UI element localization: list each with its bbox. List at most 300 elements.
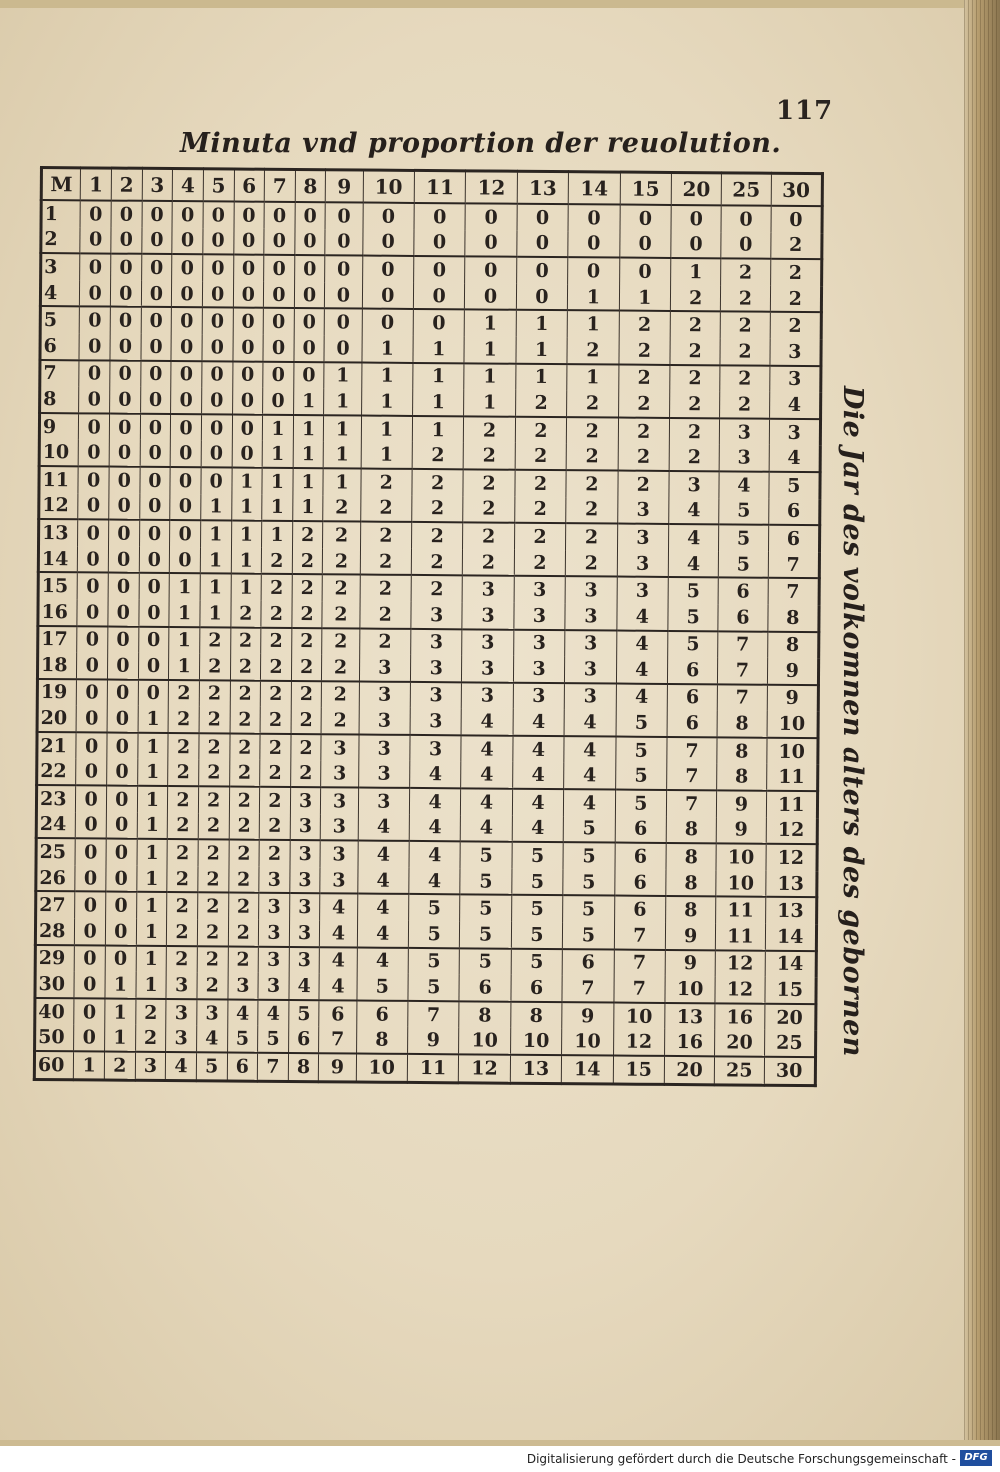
table-cell: 1	[200, 547, 231, 574]
table-cell: 1	[200, 600, 231, 627]
table-cell: 8	[666, 870, 717, 897]
table-cell: 4	[564, 736, 616, 763]
table-cell: 1	[137, 839, 168, 866]
table-cell: 2	[411, 575, 463, 602]
table-cell: 1	[105, 1025, 136, 1052]
table-cell: 4	[358, 814, 410, 841]
header-cell-minutes: M	[41, 168, 81, 201]
table-cell: 0	[140, 387, 171, 414]
table-cell: 1	[231, 547, 262, 574]
table-cell: 2	[411, 522, 463, 549]
table-cell: 2	[228, 920, 259, 947]
table-cell: 0	[76, 706, 107, 733]
table-cell: 0	[78, 519, 109, 546]
table-cell: 3	[410, 682, 462, 709]
fore-edge-lines	[964, 0, 1000, 1446]
table-cell: 4	[461, 788, 513, 815]
table-cell: 0	[568, 204, 620, 231]
table-cell: 0	[79, 333, 110, 360]
table-cell: 3	[462, 629, 514, 656]
table-cell: 3	[321, 761, 358, 788]
table-cell: 2	[463, 469, 515, 496]
table-cell: 2	[261, 547, 292, 574]
table-cell: 4	[409, 841, 461, 868]
table-cell: 0	[232, 388, 263, 415]
table-cell: 2	[229, 840, 260, 867]
table-cell: 0	[201, 414, 232, 441]
table-cell: 2	[169, 680, 200, 707]
table-cell: 8	[288, 1053, 319, 1081]
table-cell: 3	[166, 972, 197, 999]
table-cell: 0	[138, 679, 169, 706]
table-cell: 2	[228, 893, 259, 920]
table-cell: 2	[230, 600, 261, 627]
table-cell: 0	[75, 865, 106, 892]
table-cell: 0	[516, 284, 568, 311]
table-cell: 4	[616, 603, 668, 630]
table-cell: 2	[720, 312, 769, 339]
table-cell: 2	[515, 390, 567, 417]
table-cell: 2	[618, 364, 670, 391]
table-cell: 1	[136, 972, 167, 999]
revolution-table	[33, 166, 824, 1087]
table-cell: 0	[141, 334, 172, 361]
table-cell: 12	[766, 844, 818, 871]
table-cell: 2	[463, 522, 515, 549]
table-cell: 1	[292, 495, 323, 522]
table-cell: 2	[514, 549, 566, 576]
row-header-cell: 4	[40, 280, 80, 307]
book-fore-edge	[964, 0, 1000, 1446]
table-cell: 0	[619, 231, 671, 258]
table-cell: 15	[613, 1056, 665, 1084]
table-cell: 3	[197, 999, 228, 1026]
table-cell: 2	[566, 523, 618, 550]
table-cell: 3	[514, 603, 566, 630]
table-cell: 1	[200, 520, 231, 547]
table-cell: 1	[262, 441, 293, 468]
table-cell: 1	[136, 866, 167, 893]
table-cell: 0	[78, 493, 109, 520]
table-cell: 0	[108, 599, 139, 626]
table-cell: 2	[720, 365, 769, 392]
table-cell: 0	[170, 440, 201, 467]
table-cell: 0	[110, 307, 141, 334]
table-cell: 1	[324, 442, 361, 469]
table-cell: 0	[107, 732, 138, 759]
table-cell: 0	[171, 387, 202, 414]
row-header-cell: 12	[39, 493, 79, 520]
table-cell: 8	[717, 737, 766, 764]
table-cell: 0	[233, 281, 264, 308]
table-cell: 0	[171, 414, 202, 441]
table-cell: 0	[80, 227, 111, 254]
table-cell: 2	[566, 443, 618, 470]
table-cell: 7	[614, 949, 666, 976]
table-cell: 3	[564, 683, 616, 710]
table-cell: 2	[770, 286, 822, 313]
row-header-cell: 2	[41, 227, 81, 254]
table-cell: 4	[227, 999, 258, 1026]
table-cell: 5	[615, 763, 667, 790]
table-cell: 4	[357, 921, 409, 948]
table-cell: 2	[618, 391, 670, 418]
table-cell: 5	[409, 894, 461, 921]
table-cell: 5	[616, 710, 668, 737]
table-cell: 0	[620, 205, 672, 232]
table-cell: 13	[765, 871, 817, 898]
table-cell: 9	[717, 817, 766, 844]
row-header-cell: 20	[37, 705, 77, 732]
table-cell: 2	[199, 760, 230, 787]
table-cell: 10	[767, 711, 819, 738]
table-cell: 2	[168, 759, 199, 786]
table-cell: 1	[137, 786, 168, 813]
header-cell-5: 5	[203, 169, 234, 202]
table-cell: 7	[768, 551, 820, 578]
table-cell: 7	[614, 976, 666, 1003]
table-cell: 0	[75, 892, 106, 919]
table-cell: 20	[664, 1056, 715, 1084]
table-cell: 0	[232, 361, 263, 388]
table-cell: 2	[198, 813, 229, 840]
table-cell: 1	[262, 468, 293, 495]
table-cell: 0	[79, 440, 110, 467]
table-cell: 1	[361, 389, 413, 416]
table-cell: 0	[362, 309, 414, 336]
table-cell: 0	[79, 360, 110, 387]
table-cell: 5	[668, 604, 719, 631]
table-cell: 0	[172, 228, 203, 255]
table-cell: 2	[412, 442, 464, 469]
table-cell: 2	[292, 574, 323, 601]
table-cell: 4	[461, 709, 513, 736]
table-cell: 1	[413, 336, 465, 363]
table-cell: 2	[260, 707, 291, 734]
table-cell: 0	[465, 283, 517, 310]
table-cell: 0	[325, 255, 362, 282]
table-cell: 0	[79, 413, 110, 440]
table-cell: 4	[668, 551, 719, 578]
table-cell: 0	[170, 494, 201, 521]
table-cell: 0	[202, 334, 233, 361]
table-cell: 5	[460, 921, 512, 948]
table-cell: 3	[289, 947, 320, 974]
row-header-cell: 6	[40, 333, 80, 360]
table-cell: 2	[197, 946, 228, 973]
table-cell: 2	[292, 601, 323, 628]
table-cell: 2	[199, 680, 230, 707]
table-cell: 5	[408, 921, 460, 948]
table-cell: 7	[614, 923, 666, 950]
table-cell: 5	[512, 869, 564, 896]
table-cell: 3	[719, 445, 768, 472]
table-cell: 5	[460, 895, 512, 922]
table-cell: 10	[716, 870, 765, 897]
table-cell: 6	[614, 869, 666, 896]
table-cell: 0	[171, 307, 202, 334]
table-row	[34, 1051, 815, 1085]
table-cell: 0	[295, 229, 326, 256]
table-cell: 0	[80, 307, 111, 334]
table-cell: 6	[288, 1026, 319, 1053]
table-cell: 0	[108, 573, 139, 600]
table-cell: 30	[764, 1057, 816, 1085]
table-cell: 1	[137, 759, 168, 786]
table-cell: 2	[565, 550, 617, 577]
table-cell: 1	[361, 362, 413, 389]
table-cell: 0	[107, 679, 138, 706]
table-cell: 7	[667, 763, 718, 790]
table-body	[34, 200, 822, 1085]
table-cell: 2	[515, 416, 567, 443]
table-cell: 1	[671, 258, 722, 285]
table-cell: 1	[169, 627, 200, 654]
table-cell: 4	[320, 920, 357, 947]
header-cell-1: 1	[81, 168, 112, 201]
table-cell: 4	[409, 788, 461, 815]
table-cell: 5	[719, 524, 768, 551]
table-cell: 0	[263, 308, 294, 335]
table-cell: 1	[231, 467, 262, 494]
table-cell: 0	[107, 706, 138, 733]
table-cell: 1	[293, 388, 324, 415]
table-cell: 9	[767, 658, 819, 685]
table-cell: 0	[170, 520, 201, 547]
header-cell-20: 20	[671, 172, 722, 205]
table-cell: 2	[230, 627, 261, 654]
table-cell: 3	[769, 339, 821, 366]
table-cell: 1	[324, 388, 361, 415]
table-cell: 1	[169, 653, 200, 680]
table-cell: 3	[565, 630, 617, 657]
table-cell: 2	[322, 601, 359, 628]
table-cell: 0	[105, 919, 136, 946]
table-cell: 1	[324, 362, 361, 389]
table-cell: 6	[614, 896, 666, 923]
table-cell: 6	[667, 684, 718, 711]
table-cell: 3	[617, 550, 669, 577]
table-cell: 4	[319, 973, 356, 1000]
table-cell: 2	[261, 574, 292, 601]
table-cell: 0	[325, 309, 362, 336]
table-cell: 12	[715, 977, 764, 1004]
page-top-edge	[0, 0, 1000, 8]
table-cell: 0	[264, 202, 295, 229]
table-cell: 2	[323, 548, 360, 575]
table-cell: 0	[77, 652, 108, 679]
dfg-logo-icon: DFG	[960, 1450, 992, 1466]
table-cell: 2	[261, 654, 292, 681]
table-cell: 0	[77, 626, 108, 653]
table-cell: 0	[671, 205, 722, 232]
table-cell: 2	[260, 787, 291, 814]
header-cell-14: 14	[568, 172, 620, 205]
table-cell: 0	[568, 231, 620, 258]
table-cell: 4	[512, 815, 564, 842]
table-cell: 1	[231, 574, 262, 601]
table-cell: 2	[291, 707, 322, 734]
table-cell: 1	[262, 521, 293, 548]
row-header-cell: 10	[39, 439, 79, 466]
table-cell: 10	[716, 844, 765, 871]
table-cell: 2	[167, 892, 198, 919]
table-cell: 3	[290, 814, 321, 841]
table-cell: 0	[140, 360, 171, 387]
table-cell: 5	[719, 498, 768, 525]
page-heading: Minuta vnd proportion der reuolution.	[180, 128, 782, 159]
header-cell-3: 3	[142, 168, 173, 201]
table-cell: 1	[324, 415, 361, 442]
table-cell: 1	[464, 363, 516, 390]
table-cell: 5	[563, 842, 615, 869]
table-cell: 3	[411, 628, 463, 655]
table-cell: 3	[769, 418, 821, 445]
table-cell: 1	[169, 573, 200, 600]
table-cell: 2	[322, 654, 359, 681]
row-header-cell: 16	[38, 599, 78, 626]
table-cell: 8	[717, 711, 766, 738]
table-cell: 0	[413, 283, 465, 310]
table-cell: 10	[510, 1028, 562, 1055]
table-cell: 0	[232, 441, 263, 468]
table-cell: 2	[721, 285, 770, 312]
table-cell: 0	[771, 206, 823, 233]
table-cell: 5	[563, 816, 615, 843]
table-cell: 2	[720, 392, 769, 419]
table-cell: 0	[140, 414, 171, 441]
table-cell: 0	[203, 201, 234, 228]
table-cell: 2	[670, 365, 721, 392]
row-header-cell: 24	[36, 812, 76, 839]
table-cell: 0	[139, 600, 170, 627]
table-cell: 1	[262, 415, 293, 442]
table-cell: 3	[320, 840, 357, 867]
table-cell: 3	[513, 629, 565, 656]
table-cell: 0	[201, 467, 232, 494]
table-cell: 4	[357, 867, 409, 894]
table-cell: 0	[142, 201, 173, 228]
table-cell: 2	[412, 469, 464, 496]
table-cell: 0	[363, 203, 415, 230]
table-cell: 5	[511, 895, 563, 922]
table-cell: 7	[718, 631, 767, 658]
header-cell-13: 13	[517, 171, 569, 204]
table-cell: 0	[106, 865, 137, 892]
table-cell: 3	[669, 471, 720, 498]
table-cell: 2	[360, 575, 412, 602]
table-cell: 5	[258, 1026, 289, 1053]
table-cell: 2	[198, 866, 229, 893]
table-cell: 5	[227, 1026, 258, 1053]
table-cell: 6	[615, 843, 667, 870]
table-cell: 20	[764, 1004, 816, 1031]
table-cell: 2	[618, 444, 670, 471]
table-cell: 5	[563, 922, 615, 949]
table-cell: 8	[459, 1001, 511, 1028]
table-cell: 0	[77, 599, 108, 626]
table-cell: 3	[289, 920, 320, 947]
table-cell: 0	[172, 201, 203, 228]
table-cell: 2	[197, 893, 228, 920]
table-cell: 6	[667, 710, 718, 737]
table-cell: 3	[565, 603, 617, 630]
table-cell: 0	[80, 280, 111, 307]
table-cell: 3	[321, 734, 358, 761]
table-cell: 8	[767, 605, 819, 632]
table-cell: 0	[324, 335, 361, 362]
table-cell: 2	[291, 627, 322, 654]
table-cell: 2	[200, 627, 231, 654]
table-cell: 1	[231, 521, 262, 548]
table-cell: 5	[289, 1000, 320, 1027]
table-cell: 16	[665, 1029, 716, 1056]
row-header-cell: 15	[38, 572, 78, 599]
table-cell: 1	[138, 706, 169, 733]
table-cell: 4	[461, 735, 513, 762]
table-cell: 2	[230, 707, 261, 734]
table-cell: 0	[111, 254, 142, 281]
table-cell: 11	[766, 764, 818, 791]
table-cell: 3	[358, 734, 410, 761]
table-cell: 1	[231, 494, 262, 521]
table-cell: 2	[323, 521, 360, 548]
table-cell: 5	[196, 1052, 227, 1080]
table-cell: 2	[618, 470, 670, 497]
table-cell: 4	[410, 761, 462, 788]
table-cell: 0	[141, 281, 172, 308]
table-cell: 0	[140, 440, 171, 467]
header-cell-25: 25	[722, 173, 771, 206]
table-cell: 3	[462, 655, 514, 682]
table-cell: 12	[766, 817, 818, 844]
table-cell: 10	[562, 1029, 614, 1056]
table-cell: 3	[289, 893, 320, 920]
table-cell: 1	[136, 892, 167, 919]
table-cell: 0	[172, 254, 203, 281]
table-cell: 1	[516, 363, 568, 390]
table-cell: 0	[75, 839, 106, 866]
row-header-cell: 17	[38, 625, 78, 652]
table-cell: 3	[513, 682, 565, 709]
table-cell: 7	[718, 657, 767, 684]
table-cell: 7	[257, 1053, 288, 1081]
table-cell: 2	[566, 497, 618, 524]
table-cell: 0	[203, 228, 234, 255]
table-cell: 2	[618, 417, 670, 444]
table-cell: 0	[170, 467, 201, 494]
table-cell: 4	[513, 736, 565, 763]
table-cell: 0	[76, 759, 107, 786]
table-cell: 2	[166, 946, 197, 973]
table-cell: 2	[135, 999, 166, 1026]
table-cell: 0	[294, 282, 325, 309]
table-cell: 2	[321, 708, 358, 735]
table-cell: 9	[562, 1002, 614, 1029]
table-cell: 2	[168, 733, 199, 760]
table-cell: 4	[258, 1000, 289, 1027]
header-cell-10: 10	[363, 170, 415, 203]
table-cell: 9	[665, 923, 716, 950]
header-cell-8: 8	[295, 170, 326, 203]
table-cell: 0	[77, 573, 108, 600]
table-cell: 3	[359, 655, 411, 682]
table-cell: 4	[512, 762, 564, 789]
table-cell: 7	[408, 1001, 460, 1028]
table-cell: 4	[409, 868, 461, 895]
table-cell: 8	[356, 1027, 408, 1054]
table-container	[33, 166, 824, 1087]
